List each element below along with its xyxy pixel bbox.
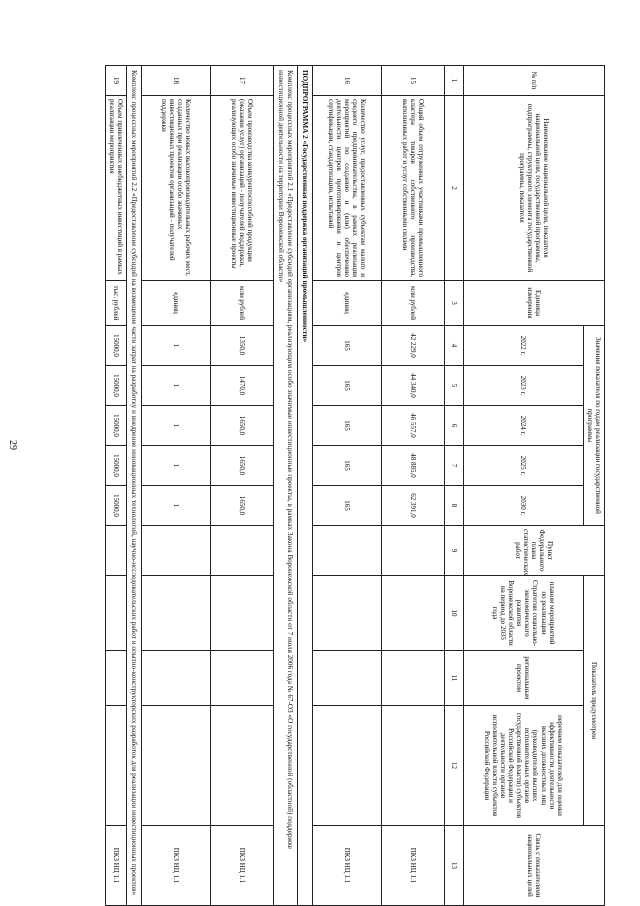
empty-cell (381, 526, 444, 576)
row-link: ПКЗ НЦ 1.1 (381, 826, 444, 906)
table-row (381, 66, 444, 906)
empty-cell (211, 651, 274, 706)
header-provided-group: Показатель предусмотрен (583, 576, 604, 826)
row-number: 16 (312, 66, 381, 96)
empty-cell (381, 706, 444, 826)
row-value: 15000,0 (105, 486, 126, 526)
header-list: перечнем показателей для оценки эффективности деятельности высших должностных лиц (руководителей высших исполнительных органов государственной власти) субъектов Российской Федерации и деятельности органов исполнительной власти субъектов Российской Федерации (463, 706, 583, 826)
row-value: 165 (312, 486, 381, 526)
row-number: 18 (142, 66, 211, 96)
header-values-group: Значения показателя по годам реализации государственной программы (583, 326, 604, 526)
row-value: 165 (312, 406, 381, 446)
row-number: 19 (105, 66, 126, 96)
col-number: 7 (444, 446, 463, 486)
table-row (142, 66, 211, 906)
row-value: 1 (142, 406, 211, 446)
row-name: Количество новых высокопроизводительных рабочих мест, созданных при реализации особо значимых инвестиционных проектов организаций - получателей поддержки (142, 96, 211, 281)
row-unit: единиц (312, 281, 381, 326)
row-value: 42 229,0 (381, 326, 444, 366)
row-value: 15000,0 (105, 326, 126, 366)
empty-cell (312, 706, 381, 826)
empty-cell (381, 651, 444, 706)
col-number: 12 (444, 706, 463, 826)
empty-cell (105, 526, 126, 576)
subprogram-title: ПОДПРОГРАММА 2 «Государственная поддержка организаций промышленности» (297, 66, 312, 906)
empty-cell (312, 526, 381, 576)
col-number: 13 (444, 826, 463, 906)
empty-cell (211, 706, 274, 826)
row-value: 15000,0 (105, 366, 126, 406)
row-name: Объем производства конкурентоспособной продукции (оказания услуг) организаций - получателей поддержки, реализующих особо значимые инвестиционные проекты (211, 96, 274, 281)
row-value: 1350,0 (211, 326, 274, 366)
header-year: 2024 г. (463, 406, 583, 446)
header-plan: планом мероприятий по реализации Стратегии социально-экономического развития Воронежской области на период до 2035 года (463, 576, 583, 651)
empty-cell (381, 576, 444, 651)
row-value: 46 557,0 (381, 406, 444, 446)
empty-cell (105, 576, 126, 651)
row-value: 1 (142, 366, 211, 406)
empty-cell (211, 526, 274, 576)
col-number: 9 (444, 526, 463, 576)
row-link: ПКЗ НЦ 1.1 (312, 826, 381, 906)
row-unit: тыс. рублей (105, 281, 126, 326)
header-num: № п/п (463, 66, 604, 96)
page-number: 29 (7, 440, 18, 450)
row-value: 1 (142, 446, 211, 486)
col-number: 2 (444, 96, 463, 281)
row-value: 165 (312, 366, 381, 406)
header-year: 2025 г. (463, 446, 583, 486)
col-number: 5 (444, 366, 463, 406)
col-number: 3 (444, 281, 463, 326)
header-name: Наименование национальной цели, показателя национальной цели, государственной программы, подпрограммы, структурного элемента государственной программы, показателя (463, 96, 604, 281)
row-value: 1470,0 (211, 366, 274, 406)
row-value: 15000,0 (105, 406, 126, 446)
table-row (211, 66, 274, 906)
subprogram-row (297, 66, 312, 906)
row-value: 44 340,0 (381, 366, 444, 406)
table-row (105, 66, 126, 906)
row-link: ПКЗ НЦ 1.1 (211, 826, 274, 906)
row-value: 62 391,0 (381, 486, 444, 526)
row-link: ПКЗ НЦ 1.1 (142, 826, 211, 906)
row-unit: млн рублей (381, 281, 444, 326)
empty-cell (142, 706, 211, 826)
indicators-table (105, 65, 605, 906)
complex-title: Комплекс процессных мероприятий 2.2 «Предоставление субсидий на возмещение части затрат на разработку и внедрение инновационных технологий, научно-исследовательских работ и опытно-конструкторских разработок для реализации инвестиционных проектов» (126, 66, 141, 906)
col-number: 4 (444, 326, 463, 366)
header-year: 2023 г. (463, 366, 583, 406)
empty-cell (105, 651, 126, 706)
col-number: 8 (444, 486, 463, 526)
table-row (312, 66, 381, 906)
row-number: 15 (381, 66, 444, 96)
col-number: 6 (444, 406, 463, 446)
header-point: Пункт Федерального плана статистических работ (463, 526, 604, 576)
empty-cell (105, 706, 126, 826)
row-value: 1 (142, 326, 211, 366)
header-year: 2022 г. (463, 326, 583, 366)
empty-cell (211, 576, 274, 651)
row-unit: млн рублей (211, 281, 274, 326)
row-value: 48 885,0 (381, 446, 444, 486)
row-unit: единиц (142, 281, 211, 326)
row-value: 165 (312, 446, 381, 486)
row-value: 1 (142, 486, 211, 526)
complex-row (274, 66, 298, 906)
empty-cell (142, 576, 211, 651)
col-number: 1 (444, 66, 463, 96)
row-value: 15000,0 (105, 446, 126, 486)
empty-cell (142, 651, 211, 706)
row-value: 1650,0 (211, 486, 274, 526)
complex-title: Комплекс процессных мероприятий 2.1 «Предоставление субсидий организациям, реализующим особо значимые инвестиционные проекты, в рамках Закона Воронежской области от 7 июля 2006 года № 67-ОЗ «О государственной (областной) поддержке инвестиционной деятельности на территории Воронежской области» (274, 66, 298, 906)
row-value: 1650,0 (211, 406, 274, 446)
complex-row (126, 66, 141, 906)
header-regional: региональным проектом (463, 651, 583, 706)
header-year: 2030 г. (463, 486, 583, 526)
row-name: Объем привлеченных внебюджетных инвестиций в рамках реализации мероприятия (105, 96, 126, 281)
header-link: Связь с показателями национальных целей (463, 826, 604, 906)
col-number: 10 (444, 576, 463, 651)
empty-cell (142, 526, 211, 576)
row-value: 165 (312, 326, 381, 366)
empty-cell (312, 576, 381, 651)
row-name: Общий объем отгруженных участниками промышленного кластера товаров собственного производства, выполненных работ и услуг собственными силами (381, 96, 444, 281)
row-value: 1650,0 (211, 446, 274, 486)
col-number: 11 (444, 651, 463, 706)
empty-cell (312, 651, 381, 706)
header-unit: Единица измерения (463, 281, 604, 326)
rotated-page (30, 65, 605, 898)
row-name: Количество услуг, предоставленных субъектам малого и среднего предпринимательства, в рамках реализации мероприятий по созданию и (или) обеспечению деятельности центров прототипирования и центров сертификации, стандартизации, испытаний (312, 96, 381, 281)
row-link: ПКЗ НЦ 1.1 (105, 826, 126, 906)
row-number: 17 (211, 66, 274, 96)
